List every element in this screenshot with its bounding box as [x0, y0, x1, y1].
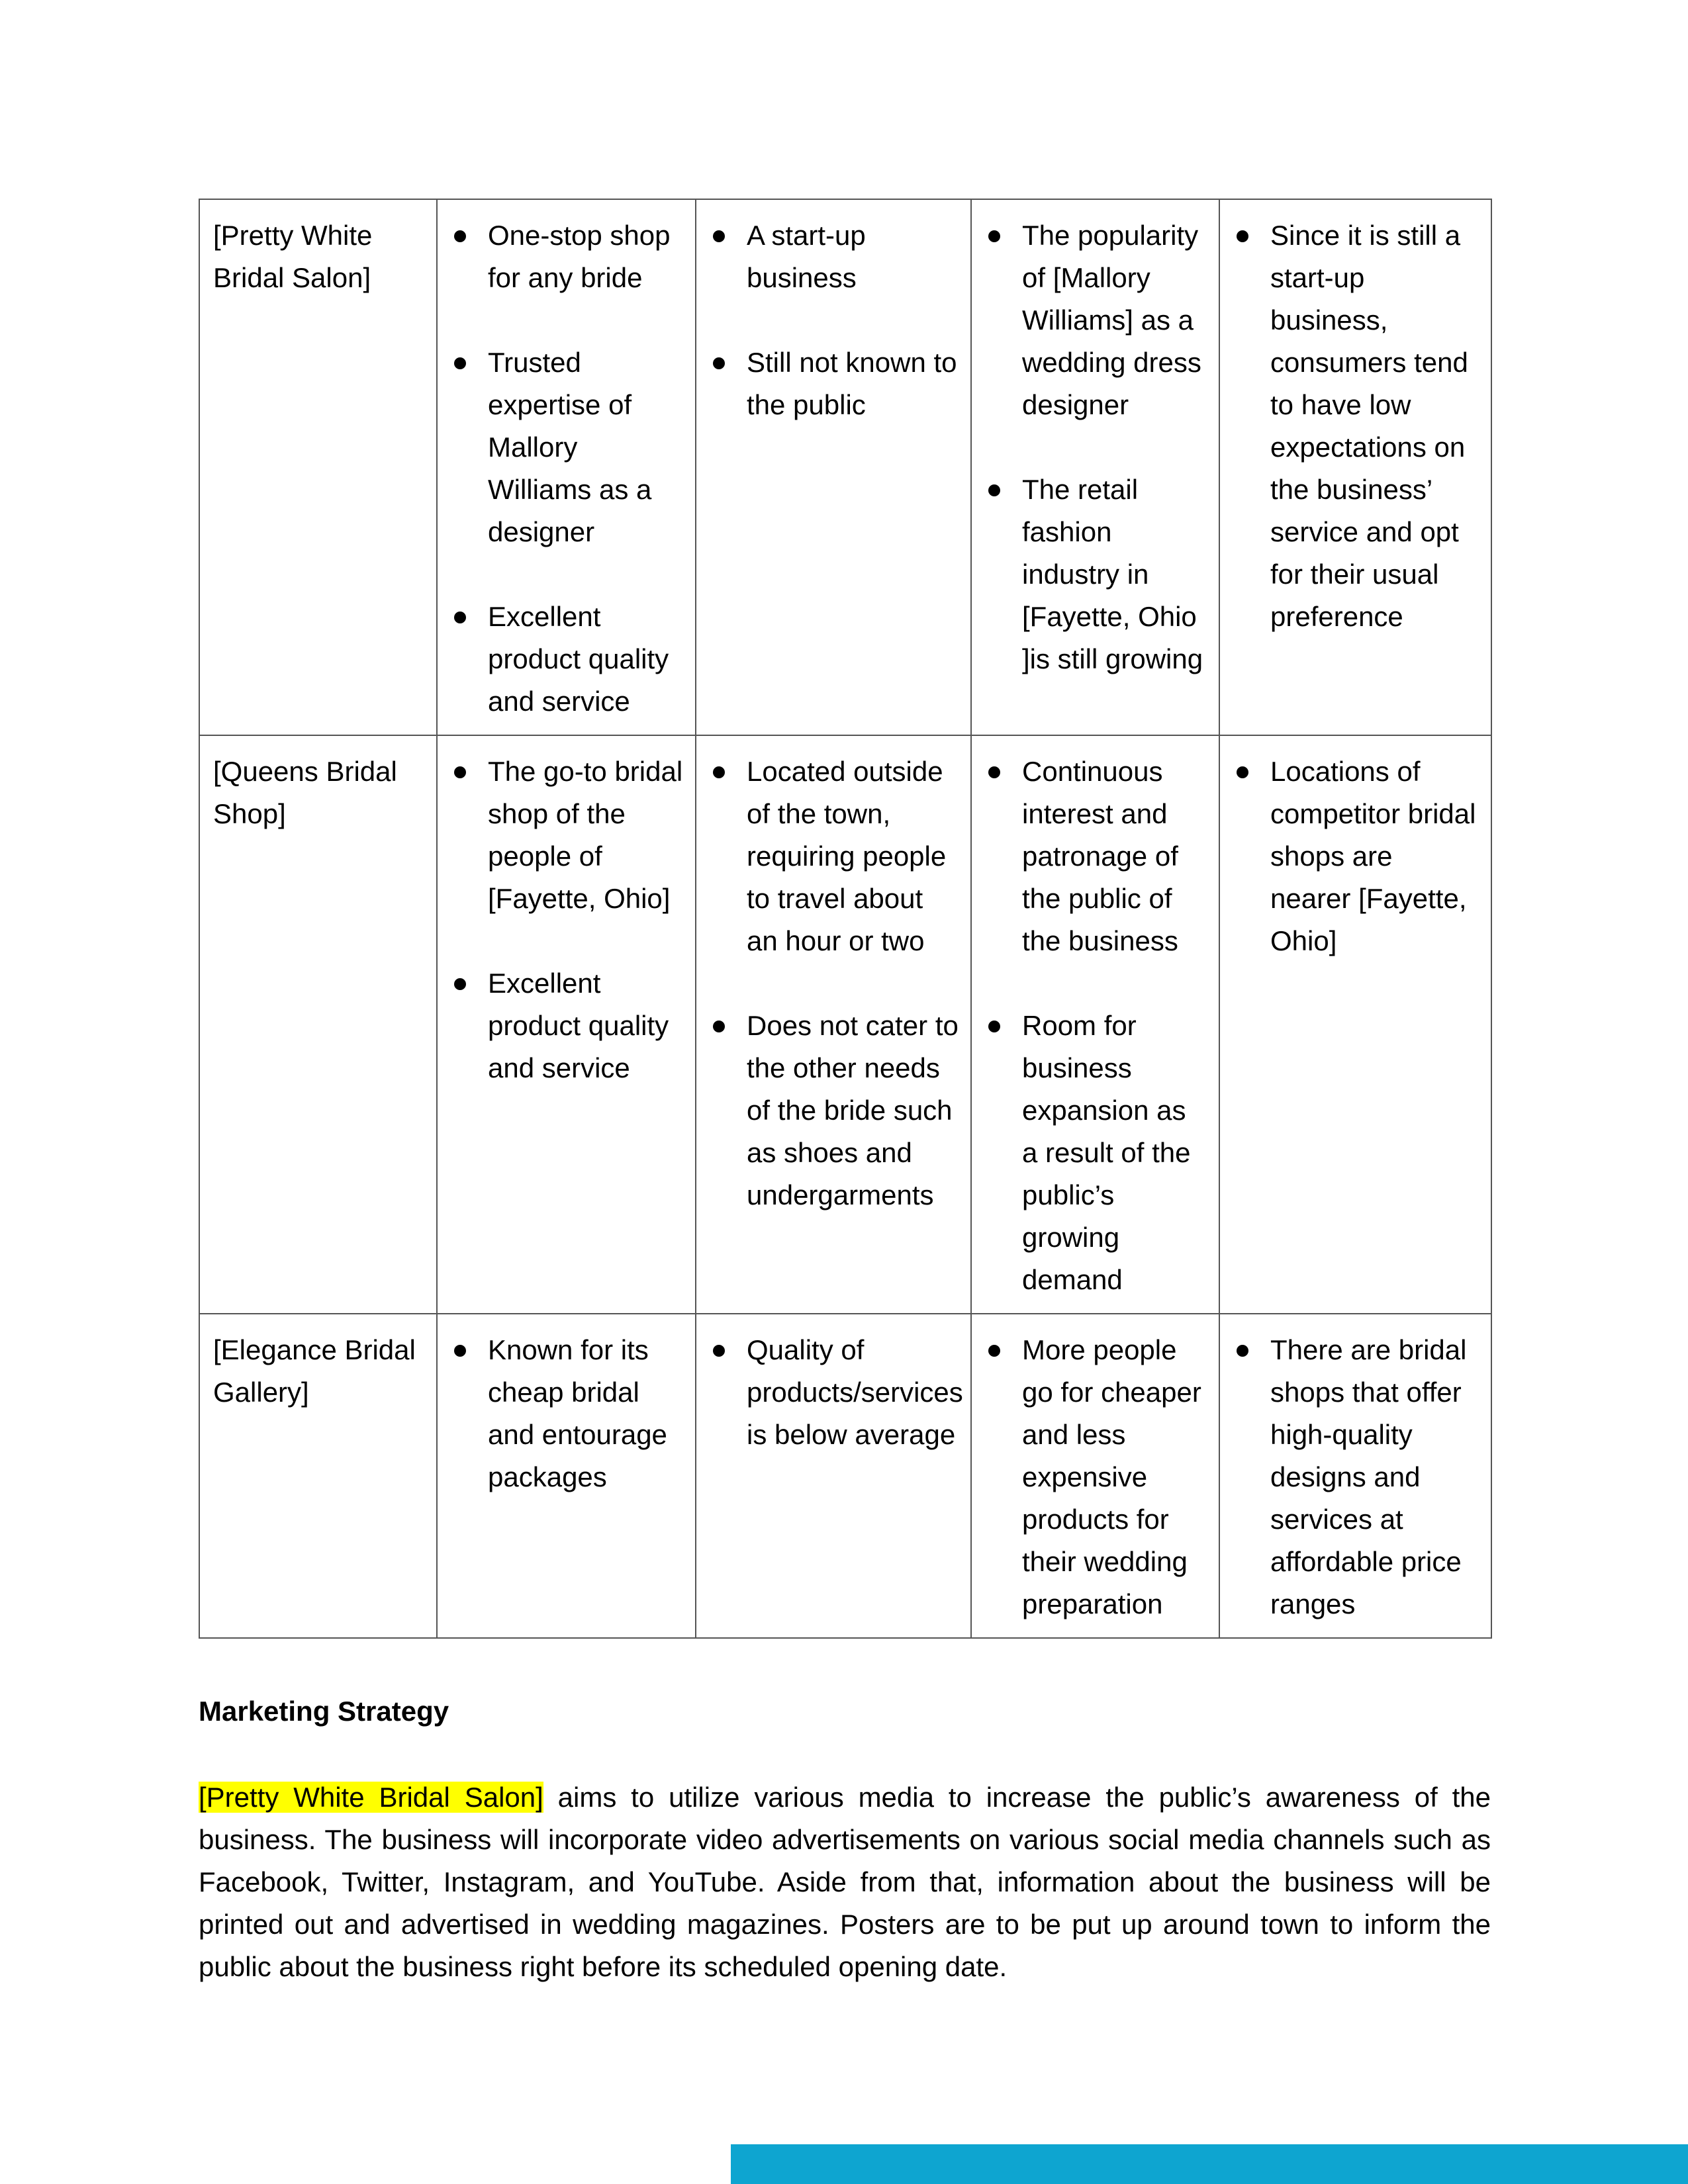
bullet-item: Locations of competitor bridal shops are nearer [Fayette, Ohio]	[1233, 751, 1479, 962]
section-heading: Marketing Strategy	[199, 1696, 449, 1727]
weaknesses-cell	[696, 735, 971, 1314]
bullet-item: Does not cater to the other needs of the bride such as shoes and undergarments	[710, 1005, 959, 1216]
bullet-item: A start-up business	[710, 214, 959, 299]
bullet-list	[710, 214, 959, 426]
bullet-list	[1233, 1329, 1479, 1625]
bullet-list	[985, 214, 1207, 680]
competitor-name-cell: [Pretty White Bridal Salon]	[199, 199, 437, 735]
bullet-list	[710, 751, 959, 1216]
threats-cell	[1219, 1314, 1491, 1638]
competitor-analysis-table	[199, 199, 1492, 1639]
bullet-item: Continuous interest and patronage of the public of the business	[985, 751, 1207, 962]
bullet-item: Still not known to the public	[710, 341, 959, 426]
bullet-item: Excellent product quality and service	[451, 962, 683, 1089]
bullet-list	[451, 751, 683, 1089]
highlighted-business-name: [Pretty White Bridal Salon]	[199, 1782, 543, 1813]
marketing-paragraph	[199, 1776, 1491, 1988]
bullet-item: One-stop shop for any bride	[451, 214, 683, 299]
weaknesses-cell	[696, 1314, 971, 1638]
strengths-cell	[437, 199, 696, 735]
bullet-item: Since it is still a start-up business, consumers tend to have low expectations on the business’ service and opt for their usual preference	[1233, 214, 1479, 638]
bullet-list	[710, 1329, 963, 1456]
bullet-list	[1233, 751, 1479, 962]
competitor-table-body	[199, 199, 1491, 1638]
bullet-list	[985, 751, 1207, 1301]
threats-cell	[1219, 735, 1491, 1314]
bullet-item: Located outside of the town, requiring people to travel about an hour or two	[710, 751, 959, 962]
bullet-item: Excellent product quality and service	[451, 596, 683, 723]
competitor-name-cell: [Queens Bridal Shop]	[199, 735, 437, 1314]
paragraph-body: aims to utilize various media to increase the public’s awareness of the business. The business will incorporate video advertisements on various social media channels such as Facebook, Twitter, Instagram, and YouTube. Aside from that, information about the business will be printed out and advertised in wedding magazines. Posters are to be put up around town to inform the public about the business right before its scheduled opening date.	[199, 1782, 1491, 1982]
bullet-item: Trusted expertise of Mallory Williams as a designer	[451, 341, 683, 553]
strengths-cell	[437, 735, 696, 1314]
bullet-item: The go-to bridal shop of the people of [Fayette, Ohio]	[451, 751, 683, 920]
opportunities-cell	[971, 199, 1219, 735]
bullet-item: The popularity of [Mallory Williams] as a wedding dress designer	[985, 214, 1207, 426]
threats-cell	[1219, 199, 1491, 735]
weaknesses-cell	[696, 199, 971, 735]
bullet-list	[985, 1329, 1207, 1625]
bullet-item: More people go for cheaper and less expensive products for their wedding preparation	[985, 1329, 1207, 1625]
opportunities-cell	[971, 735, 1219, 1314]
bullet-item: Room for business expansion as a result of the public’s growing demand	[985, 1005, 1207, 1301]
competitor-name-cell: [Elegance Bridal Gallery]	[199, 1314, 437, 1638]
table-row	[199, 735, 1491, 1314]
bullet-list	[451, 214, 683, 723]
bullet-item: Quality of products/services is below average	[710, 1329, 959, 1456]
opportunities-cell	[971, 1314, 1219, 1638]
bullet-list	[1233, 214, 1479, 638]
bullet-item: Known for its cheap bridal and entourage packages	[451, 1329, 683, 1498]
table-row	[199, 1314, 1491, 1638]
table-row	[199, 199, 1491, 735]
bullet-list	[451, 1329, 683, 1498]
strengths-cell	[437, 1314, 696, 1638]
bullet-item: The retail fashion industry in [Fayette, Ohio ]is still growing	[985, 469, 1207, 680]
bullet-item: There are bridal shops that offer high-quality designs and services at affordable price ranges	[1233, 1329, 1479, 1625]
footer-accent-bar	[731, 2144, 1688, 2184]
